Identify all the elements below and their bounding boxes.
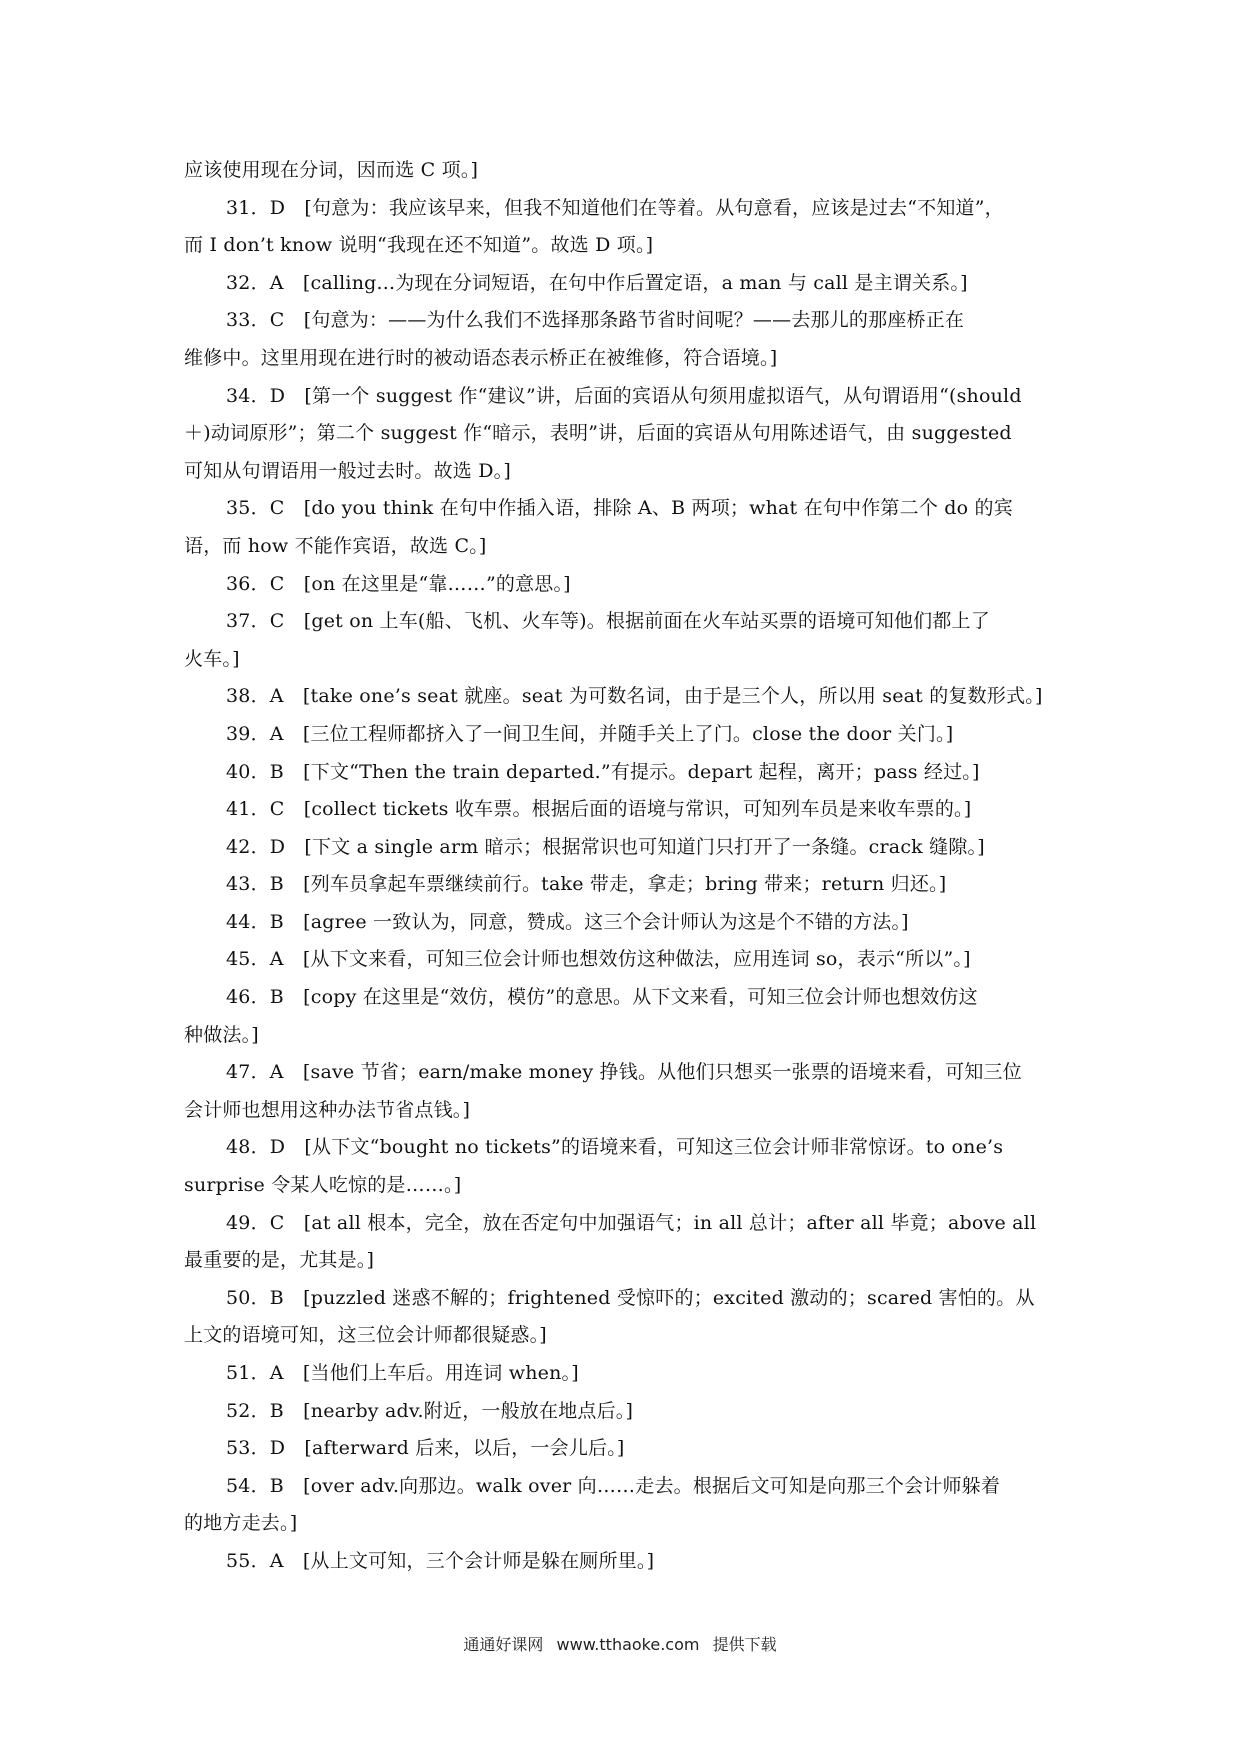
text-line: 48．D [从下文“bought no tickets”的语境来看，可知这三位会计师非常惊讶。to one’s xyxy=(226,1136,1004,1159)
text-line: 火车。] xyxy=(184,647,240,670)
text-line: 应该使用现在分词，因而选 C 项。] xyxy=(184,159,479,181)
text-line: 42．D [下文 a single arm 暗示；根据常识也可知道门只打开了一条缝。crack 缝隙。] xyxy=(226,835,985,858)
answer-explanations xyxy=(184,152,1064,1581)
text-line: 51．A [当他们上车后。用连词 when。] xyxy=(226,1362,579,1384)
text-line: 52．B [nearby adv.附近，一般放在地点后。] xyxy=(226,1399,634,1422)
footer-note: 提供下载 xyxy=(712,1635,777,1654)
text-line: 33．C [句意为：——为什么我们不选择那条路节省时间呢？——去那儿的那座桥正在 xyxy=(226,309,965,332)
text-line: 而 I don’t know 说明“我现在还不知道”。故选 D 项。] xyxy=(184,234,654,257)
text-line: 36．C [on 在这里是“靠……”的意思。] xyxy=(226,572,571,595)
text-line: ＋)动词原形”；第二个 suggest 作“暗示，表明”讲，后面的宾语从句用陈述语气，由 suggested xyxy=(184,422,1012,445)
text-line: 44．B [agree 一致认为，同意，赞成。这三个会计师认为这是个不错的方法。] xyxy=(226,910,909,933)
text-line: 可知从句谓语用一般过去时。故选 D。] xyxy=(184,459,511,482)
text-line: 37．C [get on 上车(船、飞机、火车等)。根据前面在火车站买票的语境可知他们都上了 xyxy=(226,610,990,633)
page-footer xyxy=(0,1632,1240,1655)
text-line: 45．A [从下文来看，可知三位会计师也想效仿这种做法，应用连词 so，表示“所以”。] xyxy=(226,948,971,971)
text-line: 34．D [第一个 suggest 作“建议”讲，后面的宾语从句须用虚拟语气，从句谓语用“(should xyxy=(226,384,1022,407)
text-line: 35．C [do you think 在句中作插入语，排除 A、B 两项；what 在句中作第二个 do 的宾 xyxy=(226,497,1013,520)
text-line: 40．B [下文“Then the train departed.”有提示。depart 起程，离开；pass 经过。] xyxy=(226,760,980,783)
text-line: 50．B [puzzled 迷惑不解的；frightened 受惊吓的；excited 激动的；scared 害怕的。从 xyxy=(226,1286,1035,1309)
text-line: 46．B [copy 在这里是“效仿，模仿”的意思。从下文来看，可知三位会计师也想效仿这 xyxy=(226,986,978,1009)
text-line: surprise 令某人吃惊的是……。] xyxy=(184,1174,462,1197)
footer-site-name: 通通好课网 xyxy=(463,1635,544,1654)
text-line: 53．D [afterward 后来，以后，一会儿后。] xyxy=(226,1437,625,1460)
text-line: 会计师也想用这种办法节省点钱。] xyxy=(184,1098,471,1121)
text-line: 最重要的是，尤其是。] xyxy=(184,1249,375,1272)
text-line: 43．B [列车员拿起车票继续前行。take 带走，拿走；bring 带来；return 归还。] xyxy=(226,873,947,896)
text-line: 54．B [over adv.向那边。walk over 向……走去。根据后文可知是向那三个会计师躲着 xyxy=(226,1474,1001,1497)
text-line: 41．C [collect tickets 收车票。根据后面的语境与常识，可知列车员是来收车票的。] xyxy=(226,798,972,821)
text-line: 38．A [take one’s seat 就座。seat 为可数名词，由于是三个人，所以用 seat 的复数形式。] xyxy=(226,685,1043,708)
text-line: 49．C [at all 根本，完全，放在否定句中加强语气；in all 总计；after all 毕竟；above all xyxy=(226,1211,1037,1234)
text-line: 32．A [calling...为现在分词短语，在句中作后置定语，a man 与 call 是主谓关系。] xyxy=(226,271,968,294)
footer-site-url: www.tthaoke.com xyxy=(556,1635,700,1654)
text-line: 55．A [从上文可知，三个会计师是躲在厕所里。] xyxy=(226,1549,655,1572)
text-line: 的地方走去。] xyxy=(184,1512,298,1535)
text-line: 语，而 how 不能作宾语，故选 C。] xyxy=(184,534,487,557)
text-line: 维修中。这里用现在进行时的被动语态表示桥正在被维修，符合语境。] xyxy=(184,346,778,369)
text-line: 种做法。] xyxy=(184,1023,259,1046)
text-line: 47．A [save 节省；earn/make money 挣钱。从他们只想买一张票的语境来看，可知三位 xyxy=(226,1061,1022,1084)
text-line: 上文的语境可知，这三位会计师都很疑惑。] xyxy=(184,1324,547,1347)
text-line: 39．A [三位工程师都挤入了一间卫生间，并随手关上了门。close the door 关门。] xyxy=(226,722,954,745)
text-line: 31．D [句意为：我应该早来，但我不知道他们在等着。从句意看，应该是过去“不知道”， xyxy=(226,196,1004,219)
